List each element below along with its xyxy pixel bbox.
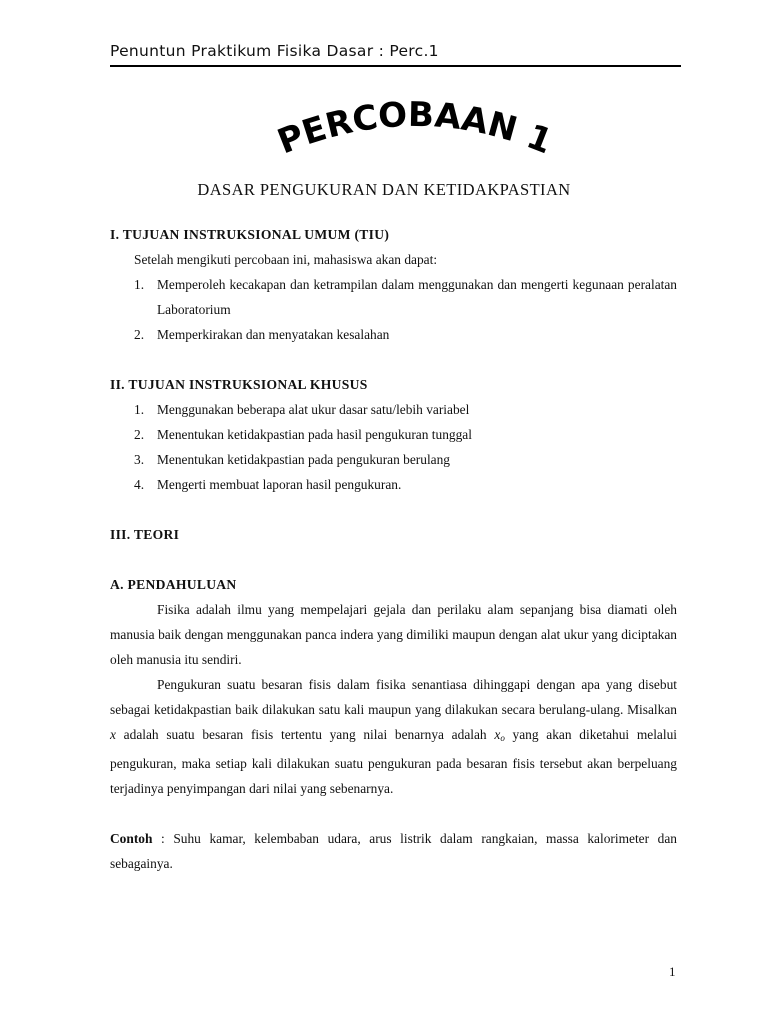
- example-label: Contoh: [110, 831, 153, 846]
- list-text: Menentukan ketidakpastian pada pengukuran berulang: [157, 452, 451, 467]
- paragraph-2: [110, 672, 677, 801]
- section-3-heading: III. TEORI: [110, 527, 180, 542]
- experiment-title-path: PERCOBAAN 1: [272, 96, 558, 163]
- list-number: 3.: [134, 452, 145, 467]
- running-header: Penuntun Praktikum Fisika Dasar : Perc.1: [110, 42, 439, 60]
- variable-x0-subscript: o: [500, 733, 505, 743]
- example-paragraph: [110, 826, 677, 876]
- variable-x0: [494, 727, 504, 742]
- spacer: [110, 547, 677, 572]
- list-text: Memperoleh kecakapan dan ketrampilan dalam menggunakan dan mengerti kegunaan peralatan Laboratorium: [157, 277, 677, 317]
- section-1-intro: Setelah mengikuti percobaan ini, mahasiswa akan dapat:: [134, 252, 438, 267]
- variable-x0-base: x: [494, 727, 501, 742]
- list-item: [110, 322, 677, 347]
- spacer: [110, 497, 677, 522]
- list-number: 2.: [134, 327, 145, 342]
- spacer: [110, 801, 677, 826]
- list-number: 1.: [134, 277, 145, 292]
- document-body: [110, 222, 677, 876]
- variable-x: x: [110, 727, 116, 742]
- section-2-list: [110, 397, 677, 497]
- list-item: [110, 447, 677, 472]
- paragraph-2-part-3: yang akan diketahui melalui pengukuran, maka setiap kali dilakukan suatu pengukuran pada besaran fisis tersebut akan berpeluang terjadinya penyimpangan dari nilai yang sebenarnya.: [110, 727, 678, 796]
- list-item: [110, 472, 677, 497]
- header-rule: [110, 65, 681, 67]
- list-item: [110, 397, 677, 422]
- experiment-title: [270, 96, 560, 166]
- experiment-title-text: [272, 96, 558, 162]
- example-text: : Suhu kamar, kelembaban udara, arus listrik dalam rangkaian, massa kalorimeter dan sebagainya.: [110, 831, 677, 871]
- section-a-heading: A. PENDAHULUAN: [110, 577, 237, 592]
- document-subtitle: DASAR PENGUKURAN DAN KETIDAKPASTIAN: [197, 180, 571, 199]
- spacer: [110, 347, 677, 372]
- list-number: 2.: [134, 427, 145, 442]
- list-item: [110, 272, 677, 322]
- page-number: 1: [669, 964, 676, 979]
- section-2-heading: II. TUJUAN INSTRUKSIONAL KHUSUS: [110, 377, 368, 392]
- section-1-heading: I. TUJUAN INSTRUKSIONAL UMUM (TIU): [110, 227, 390, 242]
- list-text: Menggunakan beberapa alat ukur dasar satu/lebih variabel: [157, 402, 470, 417]
- list-text: Menentukan ketidakpastian pada hasil pengukuran tunggal: [157, 427, 472, 442]
- paragraph-1: Fisika adalah ilmu yang mempelajari gejala dan perilaku alam sepanjang bisa diamati oleh manusia baik dengan menggunakan panca indera yang dimiliki maupun dengan alat ukur yang diciptakan oleh manusia itu sendiri.: [110, 602, 677, 667]
- paragraph-2-part-2: adalah suatu besaran fisis tertentu yang nilai benarnya adalah: [115, 727, 495, 742]
- paragraph-2-part-1: Pengukuran suatu besaran fisis dalam fisika senantiasa dihinggapi dengan apa yang disebut sebagai ketidakpastian baik dilakukan satu kali maupun yang dilakukan secara berulang-ulang. Misalkan: [110, 677, 677, 717]
- list-number: 4.: [134, 477, 145, 492]
- section-1-list: [110, 272, 677, 347]
- list-item: [110, 422, 677, 447]
- list-number: 1.: [134, 402, 145, 417]
- list-text: Memperkirakan dan menyatakan kesalahan: [157, 327, 390, 342]
- list-text: Mengerti membuat laporan hasil pengukuran.: [157, 477, 402, 492]
